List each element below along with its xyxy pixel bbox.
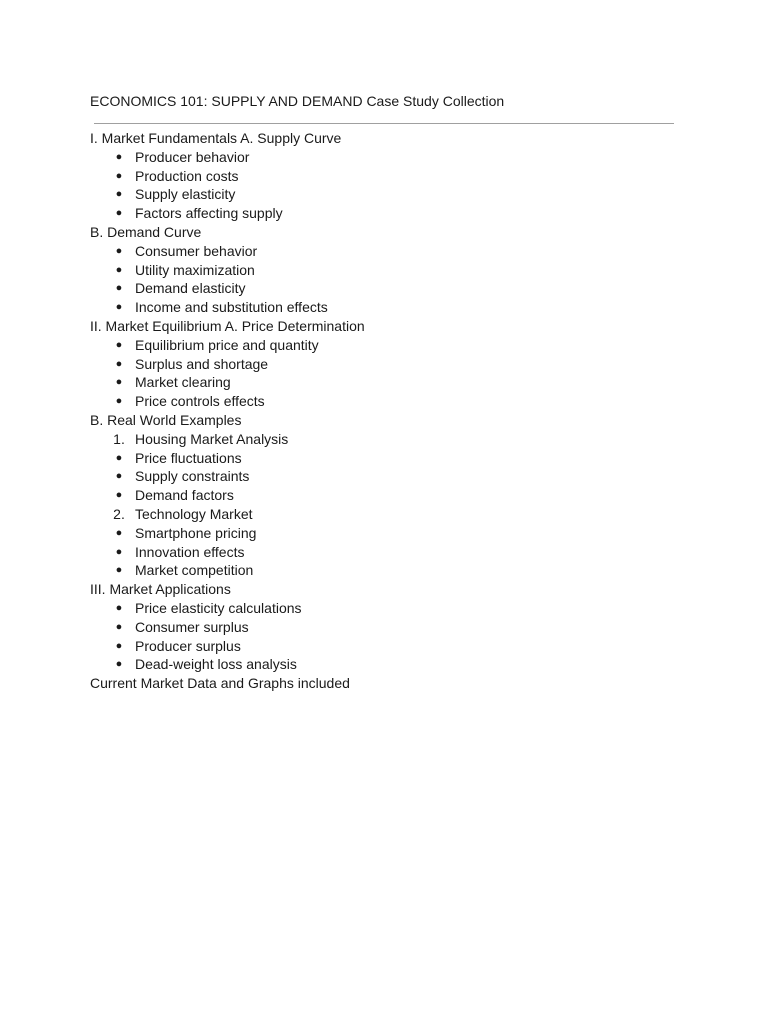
bullet-item bbox=[90, 204, 690, 223]
list-item-text: Price controls effects bbox=[135, 393, 265, 410]
list-item-text: Innovation effects bbox=[135, 543, 245, 560]
bullet-icon: ● bbox=[115, 338, 123, 351]
title-divider bbox=[94, 123, 674, 124]
bullet-item bbox=[90, 261, 690, 280]
bullet-icon: ● bbox=[115, 188, 123, 201]
list-item-text: Producer behavior bbox=[135, 148, 250, 165]
bullet-item bbox=[90, 298, 690, 317]
bullet-item bbox=[90, 486, 690, 505]
list-item-text: Demand elasticity bbox=[135, 280, 246, 297]
list-item-text: Price fluctuations bbox=[135, 449, 242, 466]
list-item-text: Equilibrium price and quantity bbox=[135, 336, 319, 353]
bullet-icon: ● bbox=[115, 357, 123, 370]
bullet-item bbox=[90, 524, 690, 543]
list-number: 2. bbox=[113, 505, 125, 522]
list-item-text: Consumer behavior bbox=[135, 242, 258, 259]
list-item-text: Supply constraints bbox=[135, 468, 250, 485]
list-item-text: Surplus and shortage bbox=[135, 355, 269, 372]
list-item-text: Price elasticity calculations bbox=[135, 599, 302, 616]
bullet-icon: ● bbox=[115, 545, 123, 558]
list-item-text: Technology Market bbox=[135, 505, 253, 522]
list-item-text: Consumer surplus bbox=[135, 618, 249, 635]
bullet-item bbox=[90, 148, 690, 167]
section-heading: B. Real World Examples bbox=[90, 411, 242, 428]
bullet-item bbox=[90, 655, 690, 674]
bullet-item bbox=[90, 373, 690, 392]
bullet-item bbox=[90, 185, 690, 204]
bullet-item bbox=[90, 167, 690, 186]
section-heading: III. Market Applications bbox=[90, 581, 231, 598]
bullet-icon: ● bbox=[115, 244, 123, 257]
bullet-item bbox=[90, 618, 690, 637]
bullet-icon: ● bbox=[115, 601, 123, 614]
bullet-item bbox=[90, 561, 690, 580]
list-item-text: Market competition bbox=[135, 562, 254, 579]
bullet-icon: ● bbox=[115, 263, 123, 276]
bullet-item bbox=[90, 599, 690, 618]
bullet-icon: ● bbox=[115, 150, 123, 163]
bullet-item bbox=[90, 355, 690, 374]
bullet-icon: ● bbox=[115, 395, 123, 408]
list-item-text: Housing Market Analysis bbox=[135, 430, 289, 447]
bullet-item bbox=[90, 637, 690, 656]
bullet-item bbox=[90, 467, 690, 486]
bullet-icon: ● bbox=[115, 282, 123, 295]
bullet-icon: ● bbox=[115, 526, 123, 539]
list-item-text: Supply elasticity bbox=[135, 186, 236, 203]
list-item-text: Utility maximization bbox=[135, 261, 255, 278]
list-item-text: Producer surplus bbox=[135, 637, 241, 654]
section-heading: B. Demand Curve bbox=[90, 223, 202, 240]
bullet-item bbox=[90, 449, 690, 468]
bullet-icon: ● bbox=[115, 489, 123, 502]
bullet-icon: ● bbox=[115, 207, 123, 220]
list-item-text: Dead-weight loss analysis bbox=[135, 656, 297, 673]
list-item-text: Market clearing bbox=[135, 374, 231, 391]
bullet-item bbox=[90, 392, 690, 411]
bullet-item bbox=[90, 336, 690, 355]
outline-list bbox=[90, 129, 690, 693]
list-item-text: Smartphone pricing bbox=[135, 524, 257, 541]
bullet-icon: ● bbox=[115, 564, 123, 577]
section-heading: Current Market Data and Graphs included bbox=[90, 675, 350, 692]
section-heading: I. Market Fundamentals A. Supply Curve bbox=[90, 130, 342, 146]
list-item-text: Demand factors bbox=[135, 487, 234, 504]
bullet-icon: ● bbox=[115, 639, 123, 652]
bullet-icon: ● bbox=[115, 658, 123, 671]
list-number: 1. bbox=[113, 430, 125, 447]
bullet-icon: ● bbox=[115, 620, 123, 633]
list-item-text: Production costs bbox=[135, 167, 239, 184]
numbered-item bbox=[90, 430, 690, 449]
bullet-item bbox=[90, 242, 690, 261]
list-item-text: Income and substitution effects bbox=[135, 299, 328, 316]
bullet-icon: ● bbox=[115, 301, 123, 314]
bullet-icon: ● bbox=[115, 376, 123, 389]
document-title: ECONOMICS 101: SUPPLY AND DEMAND Case Study Collection bbox=[90, 93, 505, 109]
list-item-text: Factors affecting supply bbox=[135, 205, 283, 222]
section-heading: II. Market Equilibrium A. Price Determination bbox=[90, 317, 365, 334]
bullet-item bbox=[90, 543, 690, 562]
numbered-item bbox=[90, 505, 690, 524]
bullet-item bbox=[90, 279, 690, 298]
bullet-icon: ● bbox=[115, 470, 123, 483]
bullet-icon: ● bbox=[115, 451, 123, 464]
bullet-icon: ● bbox=[115, 169, 123, 182]
